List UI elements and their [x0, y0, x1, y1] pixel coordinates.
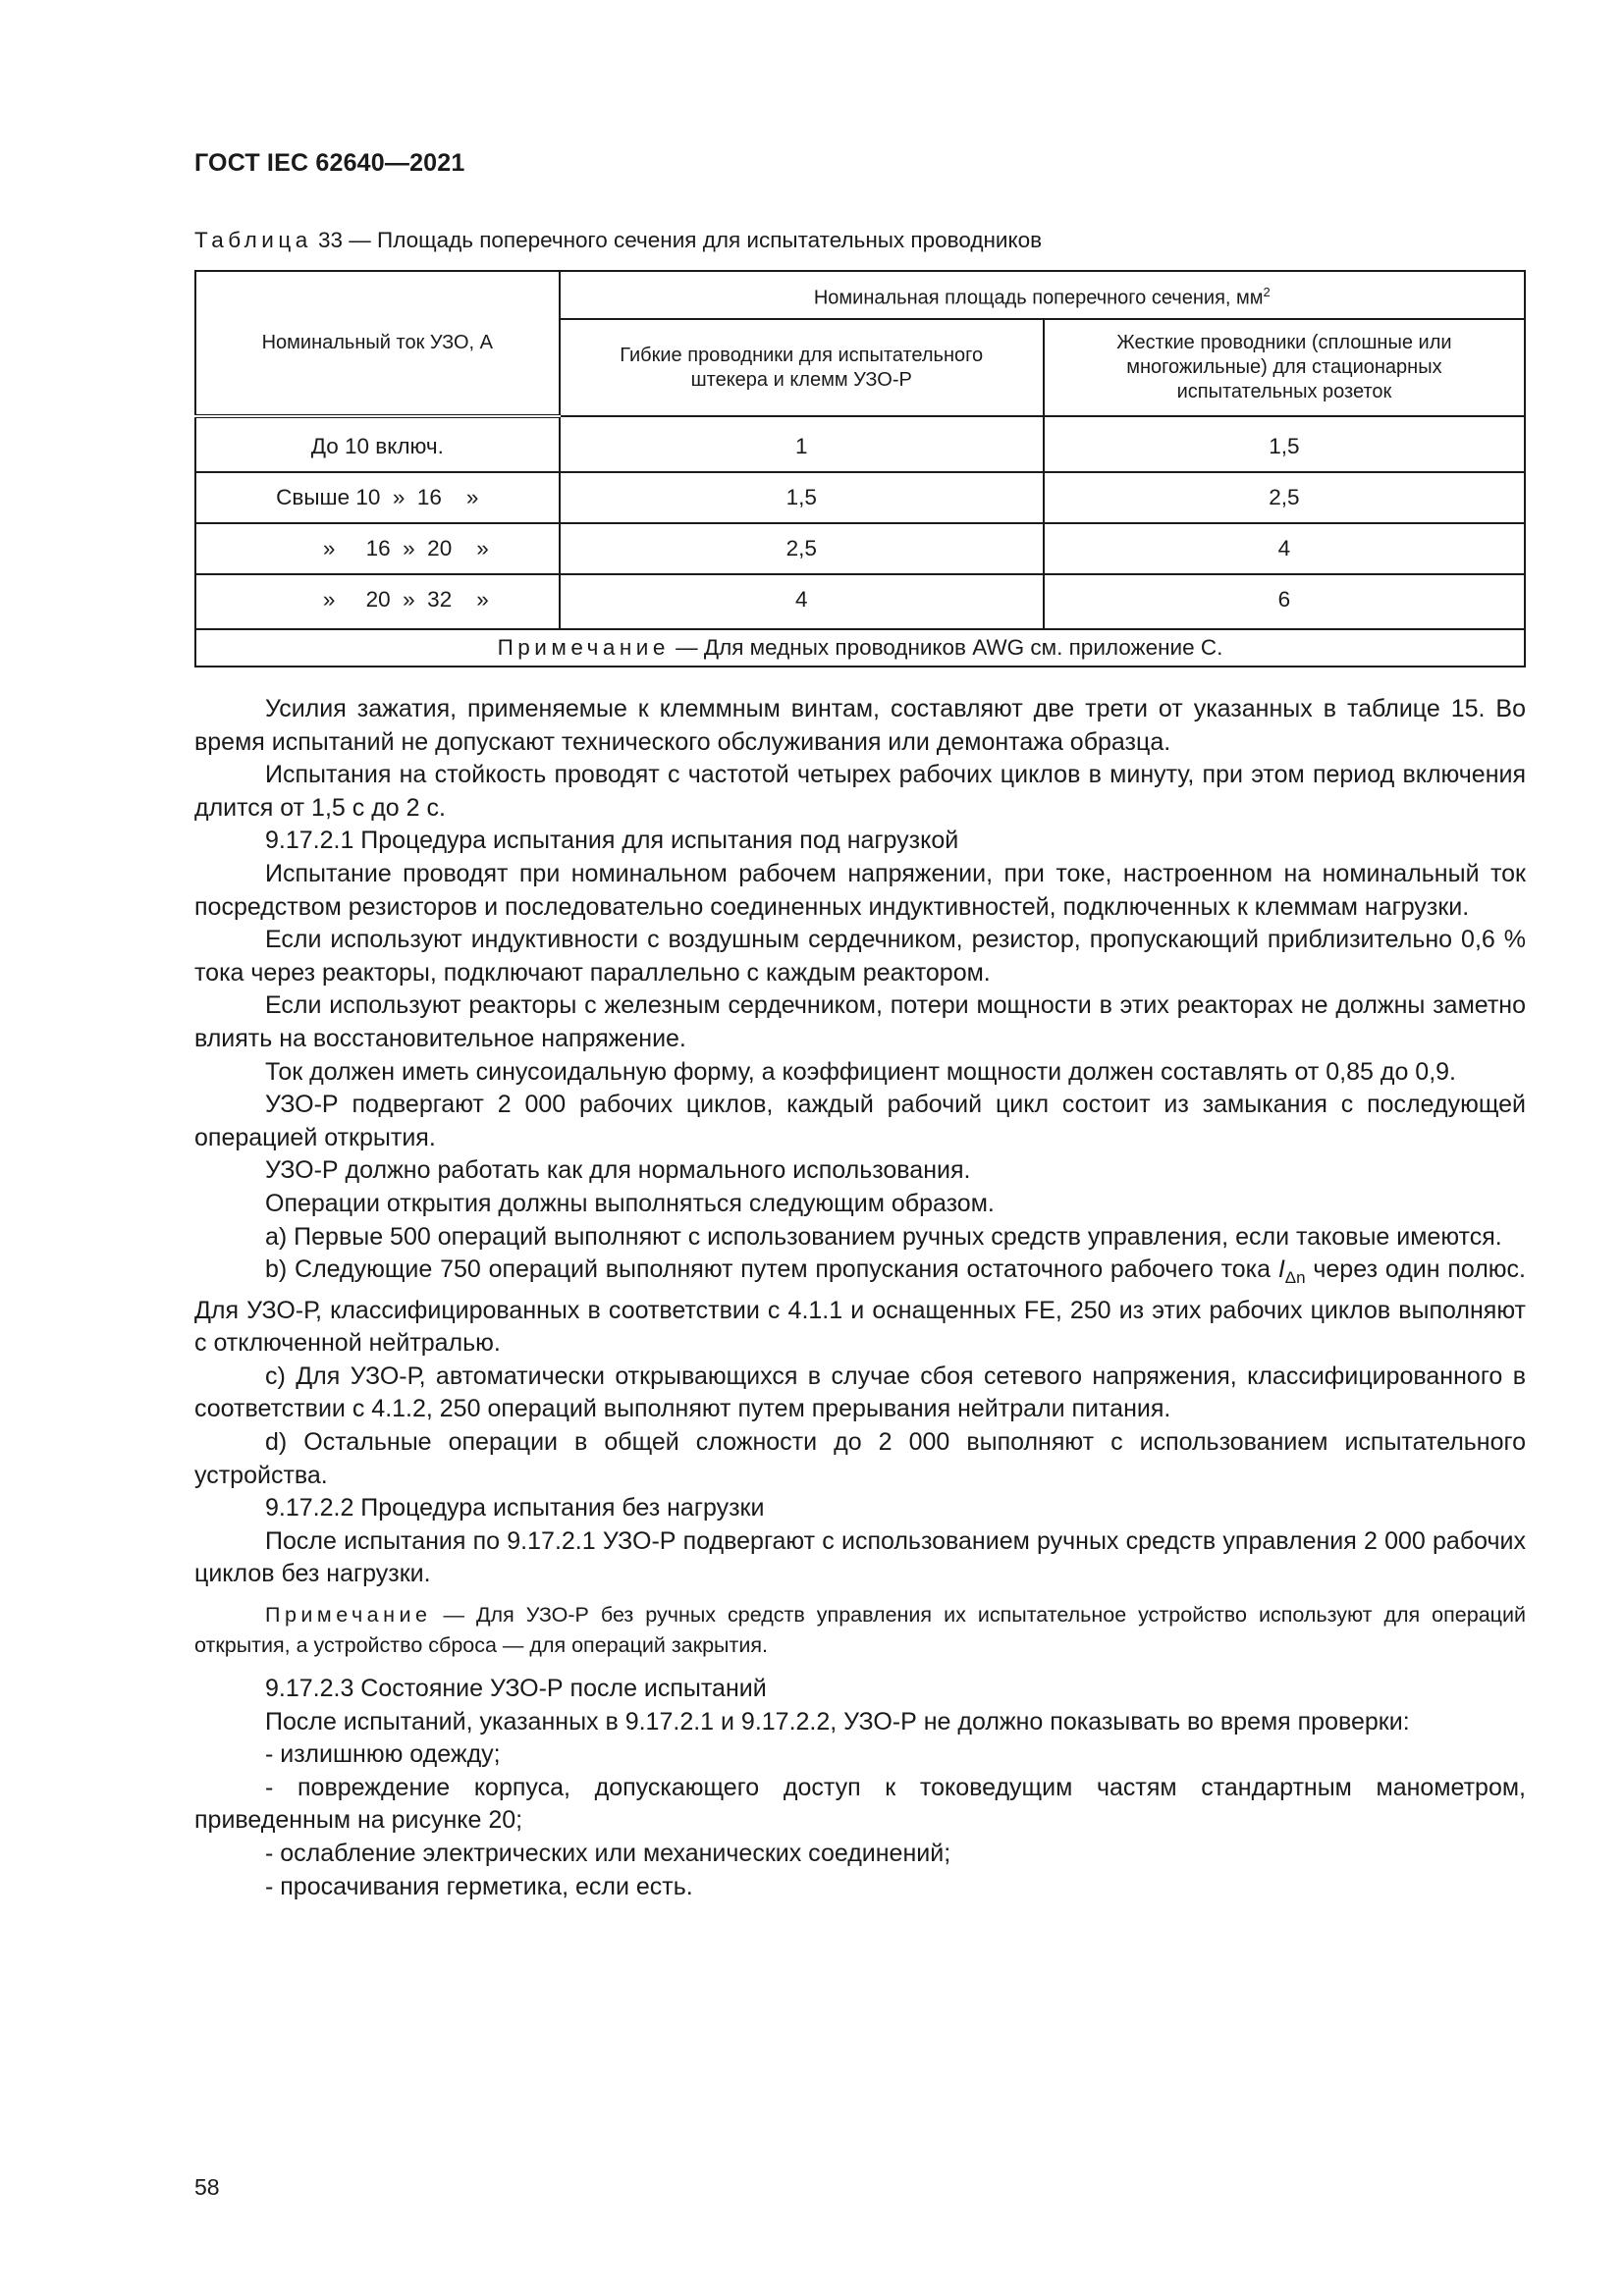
list-item: a) Первые 500 операций выполняют с использованием ручных средств управления, если таковые имеются.	[265, 1222, 1502, 1251]
paragraph: Операции открытия должны выполняться следующим образом.	[265, 1189, 995, 1217]
cell-rigid: 4	[1044, 523, 1525, 574]
table-note-text: — Для медных проводников AWG см. приложение С.	[669, 635, 1223, 660]
list-item: c) Для УЗО-Р, автоматически открывающихся в случае сбоя сетевого напряжения, классифицированного в соответствии с 4.1.2, 250 операций выполняют путем прерывания нейтрали питания.	[194, 1362, 1526, 1423]
current-symbol-sub: Δn	[1284, 1268, 1306, 1288]
table-caption-text: 33 — Площадь поперечного сечения для испытательных проводников	[318, 228, 1043, 252]
page-number: 58	[194, 2174, 220, 2200]
bullet-item: - просачивания герметика, если есть.	[265, 1872, 693, 1900]
note-word: Примечание	[265, 1603, 432, 1628]
header-rigid-conductors	[1044, 319, 1525, 416]
body-text	[194, 693, 1526, 1903]
table-note	[195, 629, 1525, 667]
paragraph: Испытания на стойкость проводят с частотой четырех рабочих циклов в минуту, при этом период включения длится от 1,5 с до 2 с.	[194, 761, 1526, 822]
table-row	[195, 416, 1525, 472]
section-heading: 9.17.2.1 Процедура испытания для испытания под нагрузкой	[265, 827, 959, 855]
list-item	[194, 1254, 1526, 1361]
cell-flexible: 4	[560, 574, 1044, 629]
header-flexible-text: Гибкие проводники для испытательного штекера и клемм УЗО-Р	[620, 344, 984, 391]
cell-current: Свыше 10 » 16 »	[195, 472, 560, 523]
cell-current: До 10 включ.	[195, 416, 560, 472]
cell-rigid: 6	[1044, 574, 1525, 629]
header-rated-current: Номинальный ток УЗО, А	[195, 271, 560, 416]
document-header: ГОСТ IEC 62640—2021	[194, 149, 465, 177]
header-cross-section-text: Номинальная площадь поперечного сечения, мм	[813, 287, 1264, 309]
bullet-item: - повреждение корпуса, допускающего доступ к токоведущим частям стандартным манометром, приведенным на рисунке 20;	[194, 1773, 1526, 1835]
cell-rigid: 2,5	[1044, 472, 1525, 523]
cross-section-table	[194, 270, 1526, 667]
paragraph: УЗО-Р должно работать как для нормального использования.	[265, 1156, 971, 1185]
table-row	[195, 472, 1525, 523]
header-cross-section-sup: 2	[1263, 284, 1271, 299]
list-item-text: b) Следующие 750 операций выполняют путем пропускания остаточного рабочего тока	[265, 1255, 1278, 1284]
table-row	[195, 574, 1525, 629]
cell-flexible: 2,5	[560, 523, 1044, 574]
table-caption-word: Таблица	[194, 228, 312, 252]
table-row	[195, 523, 1525, 574]
header-flexible-conductors	[560, 319, 1044, 416]
table-note-row	[195, 629, 1525, 667]
paragraph: После испытания по 9.17.2.1 УЗО-Р подвергают с использованием ручных средств управления 2 000 рабочих циклов без нагрузки.	[194, 1526, 1526, 1588]
cell-rigid: 1,5	[1044, 416, 1525, 472]
paragraph: Если используют индуктивности с воздушным сердечником, резистор, пропускающий приблизительно 0,6 % тока через реакторы, подключают параллельно с каждым реактором.	[194, 926, 1526, 987]
cell-flexible: 1	[560, 416, 1044, 472]
list-item: d) Остальные операции в общей сложности до 2 000 выполняют с использованием испытательного устройства.	[194, 1428, 1526, 1489]
section-heading: 9.17.2.3 Состояние УЗО-Р после испытаний	[265, 1675, 767, 1703]
section-heading: 9.17.2.2 Процедура испытания без нагрузки	[265, 1494, 765, 1522]
table-caption	[194, 228, 1042, 253]
list-item-text: через один полюс. Для УЗО-Р, классифицированных в соответствии с 4.1.1 и оснащенных FE, 250 из этих рабочих циклов выполняют с отключенной нейтралью.	[194, 1255, 1526, 1358]
bullet-item: - излишнюю одежду;	[265, 1740, 501, 1769]
paragraph: После испытаний, указанных в 9.17.2.1 и 9.17.2.2, УЗО-Р не должно показывать во время проверки:	[265, 1707, 1410, 1735]
paragraph: Усилия зажатия, применяемые к клеммным винтам, составляют две трети от указанных в таблице 15. Во время испытаний не допускают технического обслуживания или демонтажа образца.	[194, 695, 1526, 756]
header-rigid-text: Жесткие проводники (сплошные или многожильные) для стационарных испытательных розеток	[1116, 332, 1452, 402]
note	[194, 1600, 1526, 1661]
paragraph: Испытание проводят при номинальном рабочем напряжении, при токе, настроенном на номинальный ток посредством резисторов и последовательно соединенных индуктивностей, подключенных к клеммам нагрузки.	[194, 859, 1526, 921]
cell-current: » 16 » 20 »	[195, 523, 560, 574]
paragraph: Если используют реакторы с железным сердечником, потери мощности в этих реакторах не должны заметно влиять на восстановительное напряжение.	[194, 991, 1526, 1052]
cell-current: » 20 » 32 »	[195, 574, 560, 629]
paragraph: Ток должен иметь синусоидальную форму, а коэффициент мощности должен составлять от 0,85 до 0,9.	[265, 1057, 1457, 1086]
cell-flexible: 1,5	[560, 472, 1044, 523]
note-text: — Для УЗО-Р без ручных средств управления их испытательное устройство используют для операций открытия, а устройство сброса — для операций закрытия.	[194, 1603, 1526, 1658]
header-cross-section-group	[560, 271, 1525, 319]
current-symbol: I	[1277, 1255, 1285, 1284]
table-note-word: Примечание	[497, 635, 670, 660]
bullet-item: - ослабление электрических или механических соединений;	[265, 1840, 951, 1867]
paragraph: УЗО-Р подвергают 2 000 рабочих циклов, каждый рабочий цикл состоит из замыкания с последующей операцией открытия.	[194, 1091, 1526, 1151]
